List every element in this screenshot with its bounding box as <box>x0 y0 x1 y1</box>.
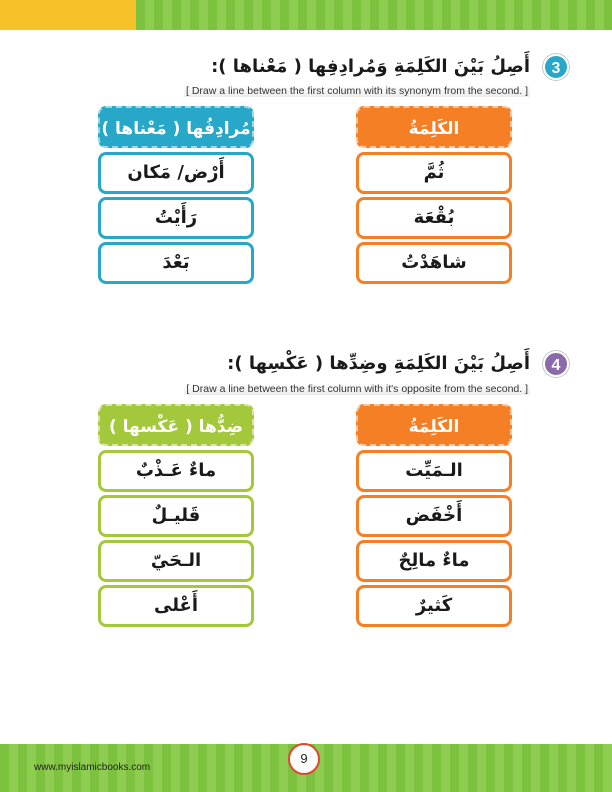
opposite-cell[interactable]: قَليـلٌ <box>98 495 254 537</box>
word-cell[interactable]: كَثيرٌ <box>356 585 512 627</box>
section-4-opposite-column <box>98 404 254 630</box>
section-3-word-column <box>356 106 512 287</box>
word-cell[interactable]: شاهَدْتُ <box>356 242 512 284</box>
section-4-title: أَصِلُ بَيْنَ الكَلِمَةِ وضِدِّها ( عَكْسِها ): <box>227 353 530 374</box>
top-yellow-strip <box>0 0 136 30</box>
synonym-cell[interactable]: بَعْدَ <box>98 242 254 284</box>
synonym-cell[interactable]: أَرْض/ مَكان <box>98 152 254 194</box>
section-4-word-column <box>356 404 512 630</box>
opposite-cell[interactable]: الـحَيّ <box>98 540 254 582</box>
section-4-badge: 4 <box>543 351 569 377</box>
column-header: الكَلِمَةُ <box>356 106 512 148</box>
section-3-badge: 3 <box>543 54 569 80</box>
section-3-instruction: [ Draw a line between the first column with its synonym from the second. ] <box>186 85 528 97</box>
word-cell[interactable]: ثُمَّ <box>356 152 512 194</box>
column-header: مُرادِفُها ( مَعْناها ) <box>98 106 254 148</box>
footer-website[interactable]: www.myislamicbooks.com <box>34 762 151 773</box>
opposite-cell[interactable]: أَعْلى <box>98 585 254 627</box>
section-3-synonym-column <box>98 106 254 287</box>
column-header: الكَلِمَةُ <box>356 404 512 446</box>
synonym-cell[interactable]: رَأَيْتُ <box>98 197 254 239</box>
top-decor-band <box>0 0 612 30</box>
opposite-cell[interactable]: ماءٌ عَـذْبٌ <box>98 450 254 492</box>
column-header: ضِدُّها ( عَكْسها ) <box>98 404 254 446</box>
section-3-title: أَصِلُ بَيْنَ الكَلِمَةِ وَمُرادِفِها ( مَعْناها ): <box>211 56 530 77</box>
word-cell[interactable]: بُقْعَة <box>356 197 512 239</box>
word-cell[interactable]: أَخْفَض <box>356 495 512 537</box>
top-green-strip <box>136 0 612 30</box>
page-number: 9 <box>288 743 320 775</box>
section-4-instruction: [ Draw a line between the first column with it's opposite from the second. ] <box>186 383 528 395</box>
word-cell[interactable]: الـمَيِّت <box>356 450 512 492</box>
word-cell[interactable]: ماءٌ مالِحٌ <box>356 540 512 582</box>
